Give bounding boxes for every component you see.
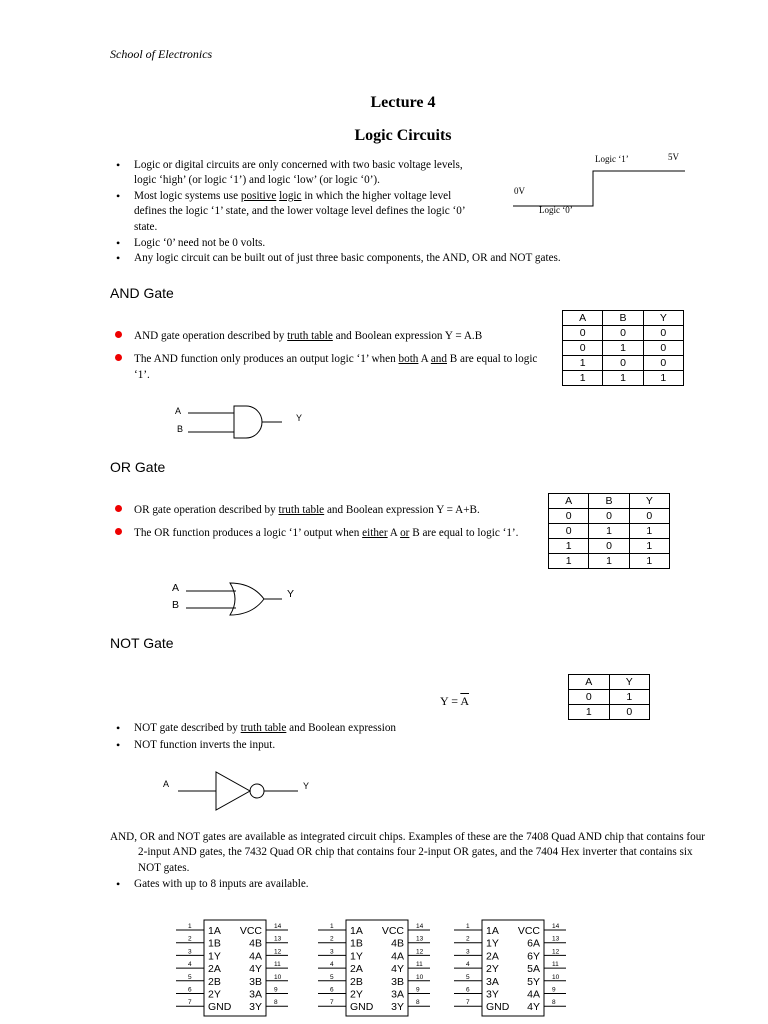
ic-pin-label: 2B — [208, 975, 221, 988]
school-header: School of Electronics — [110, 47, 213, 61]
or-truth-table — [548, 493, 670, 569]
ic-pin-number: 13 — [274, 935, 282, 943]
or-gate-symbol — [168, 580, 308, 618]
ic-pin-number: 2 — [330, 935, 334, 943]
ic-pin-label: 2Y — [350, 988, 363, 1001]
truth-table-cell: 1 — [589, 554, 629, 569]
ic-pin-number: 9 — [552, 986, 556, 994]
ic-pin-label: 3Y — [391, 1001, 404, 1014]
ic-pin-label: 4Y — [527, 1001, 540, 1014]
ic-pin-number: 6 — [188, 986, 192, 994]
truth-table-cell: 0 — [643, 341, 683, 356]
not-gate-heading: NOT Gate — [110, 635, 174, 651]
ic-pin-label: 3B — [391, 975, 404, 988]
truth-table-row — [569, 690, 650, 705]
ic-pin-label: 3A — [486, 975, 499, 988]
ic-pin-label: 4A — [391, 950, 404, 963]
ic-pin-number: 14 — [274, 923, 282, 930]
truth-table-cell: 1 — [609, 690, 650, 705]
ic-pin-label: 5Y — [527, 975, 540, 988]
underlined-term: or — [400, 526, 410, 539]
ic-pin-label: 3B — [249, 975, 262, 988]
ic-chip-graphic — [312, 918, 432, 1018]
intro-bullet — [112, 189, 472, 235]
truth-table-header: A — [549, 494, 589, 509]
not-input-a: A — [163, 779, 170, 789]
truth-table-cell: 1 — [569, 705, 610, 720]
truth-table-row — [549, 539, 670, 554]
ic-pin-label: 1B — [208, 937, 221, 950]
ic-pin-number: 10 — [274, 973, 282, 981]
truth-table-cell: 0 — [549, 509, 589, 524]
truth-table-cell: 0 — [563, 341, 603, 356]
ic-pin-number: 11 — [552, 961, 559, 969]
intro-bullet: • Logic ‘0’ need not be 0 volts. — [112, 236, 672, 251]
and-bullet: The AND function only produces an output logic ‘1’ when both A and B are equal to logic ‘1’. — [112, 351, 548, 384]
and-gate-graphic — [170, 402, 310, 442]
ic-chip-7432 — [312, 918, 432, 1018]
not-expr-abar: $\overline{A}$ — [460, 694, 470, 708]
truth-table-cell: 0 — [569, 690, 610, 705]
ic-pin-label: 4Y — [249, 963, 262, 976]
truth-table-cell: 1 — [603, 341, 643, 356]
ic-pin-number: 10 — [552, 973, 560, 981]
truth-table-cell: 0 — [603, 356, 643, 371]
ic-chip-7404 — [448, 918, 568, 1018]
truth-table-cell: 1 — [629, 554, 669, 569]
truth-table-row — [549, 554, 670, 569]
ic-pin-number: 7 — [188, 999, 192, 1007]
or-bullet: OR gate operation described by truth table and Boolean expression Y = A+B. — [112, 502, 538, 519]
truth-table-row — [549, 524, 670, 539]
ic-pin-number: 5 — [466, 973, 470, 981]
truth-table-cell: 0 — [563, 326, 603, 341]
or-output-y: Y — [287, 588, 295, 600]
ic-pin-number: 5 — [188, 973, 192, 981]
not-gate-symbol — [160, 768, 330, 812]
and-output-y: Y — [296, 413, 303, 423]
ic-pin-number: 14 — [552, 923, 560, 930]
truth-table-cell: 0 — [643, 326, 683, 341]
ic-pin-label: 2A — [208, 963, 221, 976]
ic-pin-number: 12 — [416, 948, 424, 956]
ic-pin-label: 1A — [486, 925, 499, 937]
ic-chip-graphic — [170, 918, 290, 1018]
ic-chip-7408 — [170, 918, 290, 1018]
and-gate-symbol — [170, 402, 310, 442]
lecture-number: Lecture 4 — [370, 94, 436, 111]
ic-pin-label: 4A — [527, 988, 540, 1001]
truth-table-header: B — [603, 311, 643, 326]
and-gate-heading: AND Gate — [110, 285, 174, 301]
underlined-term: truth table — [240, 722, 287, 734]
ic-pin-number: 13 — [416, 935, 424, 943]
truth-table-row — [563, 341, 684, 356]
or-input-b: B — [172, 599, 180, 611]
ic-pin-label: 6A — [527, 937, 540, 950]
truth-table-cell: 1 — [549, 539, 589, 554]
truth-table-cell: 1 — [643, 371, 683, 386]
ic-pin-number: 3 — [188, 948, 192, 956]
ic-pin-number: 4 — [466, 961, 470, 969]
truth-table-header: B — [589, 494, 629, 509]
ic-pin-label: 1Y — [208, 950, 221, 963]
underlined-term: truth table — [278, 504, 325, 516]
truth-table-header: Y — [629, 494, 669, 509]
ic-pin-number: 12 — [274, 948, 282, 956]
and-input-a: A — [175, 406, 182, 416]
logic0-label: Logic ‘0’ — [539, 205, 573, 215]
ic-pin-label: VCC — [381, 925, 404, 937]
ic-pin-number: 8 — [416, 999, 420, 1007]
truth-table-cell: 0 — [629, 509, 669, 524]
ic-pin-number: 5 — [330, 973, 334, 981]
ic-pin-number: 7 — [466, 999, 470, 1007]
not-gate-bullets — [112, 721, 552, 754]
truth-table-cell: 0 — [549, 524, 589, 539]
ic-pin-label: 4Y — [391, 963, 404, 976]
ic-pin-number: 14 — [416, 923, 424, 930]
truth-table-row — [549, 509, 670, 524]
ic-pin-label: 1A — [350, 925, 363, 937]
truth-table-row — [569, 705, 650, 720]
and-truth-table — [562, 310, 684, 386]
ic-pin-number: 13 — [552, 935, 560, 943]
truth-table-cell: 0 — [589, 509, 629, 524]
ic-pin-label: 2Y — [208, 988, 221, 1001]
ic-pin-number: 1 — [188, 923, 192, 930]
ic-pin-label: 2B — [350, 975, 363, 988]
not-output-y: Y — [303, 781, 310, 791]
ic-pin-label: 6Y — [527, 950, 540, 963]
not-expr-left: Y = — [440, 694, 458, 708]
truth-table-cell: 1 — [589, 524, 629, 539]
truth-table-header: Y — [643, 311, 683, 326]
ic-pin-label: 1Y — [486, 937, 499, 950]
5v-label: 5V — [668, 152, 679, 162]
ic-pin-label: 1A — [208, 925, 221, 937]
ic-pin-label: GND — [486, 1001, 510, 1014]
ic-pin-number: 11 — [274, 961, 281, 969]
ic-pin-number: 9 — [274, 986, 278, 994]
ic-pin-number: 2 — [188, 935, 192, 943]
intro-bullet: • Any logic circuit can be built out of just three basic components, the AND, OR and NOT gates. — [112, 251, 672, 266]
truth-table-header: Y — [609, 675, 650, 690]
ic-pin-number: 12 — [552, 948, 560, 956]
not-truth-table — [568, 674, 650, 720]
underlined-term: logic — [279, 189, 302, 202]
ic-pin-number: 4 — [188, 961, 192, 969]
underlined-term: both — [398, 352, 419, 365]
truth-table-cell: 1 — [629, 524, 669, 539]
ic-pin-number: 6 — [466, 986, 470, 994]
ic-pin-label: 5A — [527, 963, 540, 976]
truth-table-header-row — [563, 311, 684, 326]
ic-pin-number: 3 — [330, 948, 334, 956]
ic-pin-number: 7 — [330, 999, 334, 1007]
truth-table-header: A — [563, 311, 603, 326]
underlined-term: and — [430, 352, 447, 365]
ic-bullet: • Gates with up to 8 inputs are available. — [112, 877, 612, 892]
underlined-term: truth table — [287, 330, 333, 342]
truth-table-cell: 1 — [563, 356, 603, 371]
truth-table-cell: 1 — [563, 371, 603, 386]
intro-bullet-text: Most logic systems use positive logic in which the higher voltage level defines the logic ‘1’ state, and the lower voltage level defines the logic ‘0’ state. — [134, 189, 465, 233]
ic-pin-label: 2A — [486, 950, 499, 963]
ic-pin-label: 4B — [391, 937, 404, 950]
ic-pin-number: 6 — [330, 986, 334, 994]
truth-table-cell: 0 — [609, 705, 650, 720]
intro-bullet: • Logic or digital circuits are only concerned with two basic voltage levels, logic ‘high’ (or logic ‘1’) and logic ‘low’ (or logic ‘0’). — [112, 158, 472, 189]
or-input-a: A — [172, 582, 180, 594]
and-bullet: AND gate operation described by truth table and Boolean expression Y = A.B — [112, 328, 548, 345]
intro-bullets-wide — [112, 236, 672, 267]
ic-paragraph: AND, OR and NOT gates are available as integrated circuit chips. Examples of these are the 7408 Quad AND chip that contains four 2-input AND gates, the 7432 Quad OR chip that contains four 2-input OR gates, and the 7404 Hex inverter that contains six NOT gates. — [110, 831, 706, 874]
or-gate-bullets — [112, 502, 538, 541]
ic-pin-label: GND — [350, 1001, 374, 1014]
truth-table-cell: 1 — [629, 539, 669, 554]
ic-pin-label: 2A — [350, 963, 363, 976]
logic-level-waveform — [505, 150, 705, 220]
underlined-term: positive — [240, 189, 277, 202]
ic-pin-number: 8 — [552, 999, 556, 1007]
not-bullet: • NOT function inverts the input. — [112, 738, 552, 753]
truth-table-header-row — [549, 494, 670, 509]
ic-pin-label: 3Y — [486, 988, 499, 1001]
ic-chip-graphic — [448, 918, 568, 1018]
ic-pin-number: 11 — [416, 961, 423, 969]
ic-pin-label: 3Y — [249, 1001, 262, 1014]
intro-bullets — [112, 158, 472, 235]
logic1-label: Logic ‘1’ — [595, 154, 629, 164]
or-gate-heading: OR Gate — [110, 459, 166, 475]
truth-table-cell: 0 — [643, 356, 683, 371]
ic-pin-number: 10 — [416, 973, 424, 981]
ic-pin-label: VCC — [239, 925, 262, 937]
ic-pin-number: 4 — [330, 961, 334, 969]
ic-pin-number: 2 — [466, 935, 470, 943]
ic-pin-number: 8 — [274, 999, 278, 1007]
truth-table-cell: 1 — [549, 554, 589, 569]
0v-label: 0V — [514, 186, 525, 196]
ic-pin-label: GND — [208, 1001, 232, 1014]
ic-pin-number: 9 — [416, 986, 420, 994]
underlined-term: either — [362, 526, 388, 539]
truth-table-row — [563, 356, 684, 371]
truth-table-row — [563, 371, 684, 386]
ic-pin-label: 4B — [249, 937, 262, 950]
not-bullet: • NOT gate described by truth table and Boolean expression — [112, 721, 552, 736]
ic-pin-label: 2Y — [486, 963, 499, 976]
truth-table-cell: 0 — [603, 326, 643, 341]
ic-pin-label: 1B — [350, 937, 363, 950]
ic-pin-label: 3A — [391, 988, 404, 1001]
ic-pin-number: 1 — [466, 923, 470, 930]
ic-pin-label: 1Y — [350, 950, 363, 963]
ic-pin-label: 3A — [249, 988, 262, 1001]
truth-table-row — [563, 326, 684, 341]
ic-pin-label: 4A — [249, 950, 262, 963]
truth-table-cell: 0 — [589, 539, 629, 554]
or-bullet: The OR function produces a logic ‘1’ output when either A or B are equal to logic ‘1’. — [112, 525, 538, 542]
ic-pin-number: 1 — [330, 923, 334, 930]
ic-pin-number: 3 — [466, 948, 470, 956]
truth-table-cell: 1 — [603, 371, 643, 386]
and-input-b: B — [177, 424, 184, 434]
ic-pin-label: VCC — [517, 925, 540, 937]
truth-table-header-row — [569, 675, 650, 690]
lecture-title: Logic Circuits — [354, 127, 452, 144]
and-gate-bullets — [112, 328, 548, 384]
ic-bullets — [112, 877, 612, 892]
not-expression — [440, 694, 469, 709]
truth-table-header: A — [569, 675, 610, 690]
